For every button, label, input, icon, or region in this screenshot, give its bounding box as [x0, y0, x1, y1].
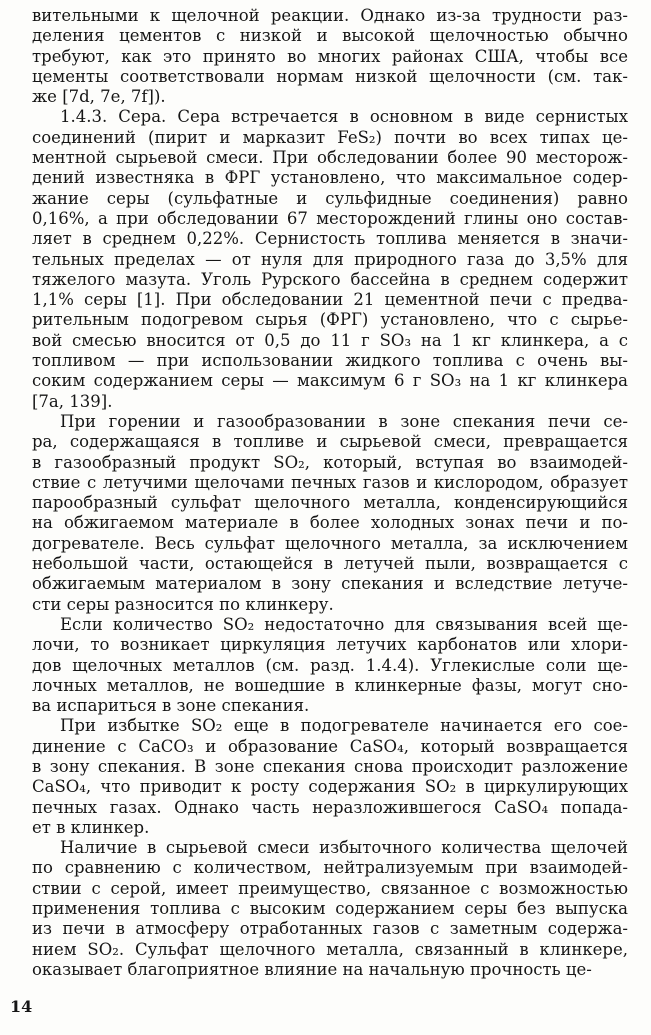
text-line: ляет в среднем 0,22%. Сернистость топлива меняется в значи- — [32, 229, 628, 249]
text-line: из печи в атмосферу отработанных газов с заметным содержа- — [32, 919, 628, 939]
text-line: нием SO₂. Сульфат щелочного металла, связанный в клинкере, — [32, 939, 628, 959]
text-line: дов щелочных металлов (см. разд. 1.4.4). Углекислые соли ще- — [32, 655, 628, 675]
text-line: ментной сырьевой смеси. При обследовании более 90 месторож- — [32, 148, 628, 168]
text-line: обжигаемым материалом в зону спекания и вследствие летуче- — [32, 574, 628, 594]
text-line: [7a, 139]. — [32, 391, 113, 411]
text-line: CaSO₄, что приводит к росту содержания SO₂ в циркулирующих — [32, 777, 628, 797]
paragraph — [32, 107, 628, 411]
paragraph — [32, 838, 628, 980]
text-line: Если количество SO₂ недостаточно для связывания всей ще- — [60, 614, 628, 634]
text-line: 0,16%, а при обследовании 67 месторождений глины оно состав- — [32, 208, 628, 228]
text-line: лочных металлов, не вошедшие в клинкерные фазы, могут сно- — [32, 675, 628, 695]
text-line: соединений (пирит и марказит FeS₂) почти во всех типах це- — [32, 127, 628, 147]
body-text — [32, 6, 628, 980]
text-line: ра, содержащаяся в топливе и сырьевой смеси, превращается — [32, 432, 628, 452]
text-line: жание серы (сульфатные и сульфидные соединения) равно — [32, 188, 628, 208]
text-line: на обжигаемом материале в более холодных зонах печи и по- — [32, 513, 628, 533]
text-line: ствии с серой, имеет преимущество, связанное с возможностью — [32, 878, 628, 898]
paragraph — [32, 716, 628, 838]
text-line: При избытке SO₂ еще в подогревателе начинается его сое- — [60, 716, 628, 736]
text-line: оказывает благоприятное влияние на начальную прочность це- — [32, 959, 592, 979]
paragraph — [32, 615, 628, 716]
text-line: дений известняка в ФРГ установлено, что максимальное содер- — [32, 168, 628, 188]
text-line: печных газах. Однако часть неразложившегося CaSO₄ попада- — [32, 797, 628, 817]
page-number: 14 — [10, 997, 33, 1016]
text-line: При горении и газообразовании в зоне спекания печи се- — [60, 411, 628, 431]
text-line: ва испариться в зоне спекания. — [32, 696, 310, 716]
text-line: догревателе. Весь сульфат щелочного металла, за исключением — [32, 533, 628, 553]
text-line: ет в клинкер. — [32, 817, 150, 837]
text-line: же [7d, 7e, 7f]). — [32, 87, 166, 107]
text-line: вительными к щелочной реакции. Однако из-за трудности раз- — [32, 6, 628, 25]
paragraph — [32, 6, 628, 107]
text-line: небольшой части, остающейся в летучей пыли, возвращается с — [32, 554, 628, 574]
text-line: применения топлива с высоким содержанием серы без выпуска — [32, 899, 628, 919]
text-line: тельных пределах — от нуля для природного газа до 3,5% для — [32, 249, 628, 269]
text-line: цементы соответствовали нормам низкой щелочности (см. так- — [32, 66, 628, 86]
text-line: динение с CaCO₃ и образование CaSO₄, который возвращается — [32, 736, 628, 756]
text-line: 1,1% серы [1]. При обследовании 21 цементной печи с предва- — [32, 290, 628, 310]
text-line: деления цементов с низкой и высокой щелочностью обычно — [32, 26, 628, 46]
text-line: тяжелого мазута. Уголь Рурского бассейна в среднем содержит — [32, 269, 628, 289]
text-line: рительным подогревом сырья (ФРГ) установлено, что с сырье- — [32, 310, 628, 330]
text-line: лочи, то возникает циркуляция летучих карбонатов или хлори- — [32, 635, 628, 655]
text-line: соким содержанием серы — максимум 6 г SO₃ на 1 кг клинкера — [32, 371, 628, 391]
text-line: Наличие в сырьевой смеси избыточного количества щелочей — [60, 838, 628, 858]
text-line: топливом — при использовании жидкого топлива с очень вы- — [32, 351, 628, 371]
text-line: требуют, как это принято во многих районах США, чтобы все — [32, 46, 628, 66]
text-line: в газообразный продукт SO₂, который, вступая во взаимодей- — [32, 452, 628, 472]
text-line: вой смесью вносится от 0,5 до 11 г SO₃ на 1 кг клинкера, а с — [32, 330, 628, 350]
text-line: сти серы разносится по клинкеру. — [32, 594, 334, 614]
paragraph — [32, 412, 628, 615]
text-line: по сравнению с количеством, нейтрализуемым при взаимодей- — [32, 858, 628, 878]
text-line: 1.4.3. Сера. Сера встречается в основном в виде сернистых — [60, 107, 628, 127]
text-line: ствие с летучими щелочами печных газов и кислородом, образует — [32, 472, 628, 492]
text-line: в зону спекания. В зоне спекания снова происходит разложение — [32, 756, 628, 776]
text-line: парообразный сульфат щелочного металла, конденсирующийся — [32, 493, 628, 513]
